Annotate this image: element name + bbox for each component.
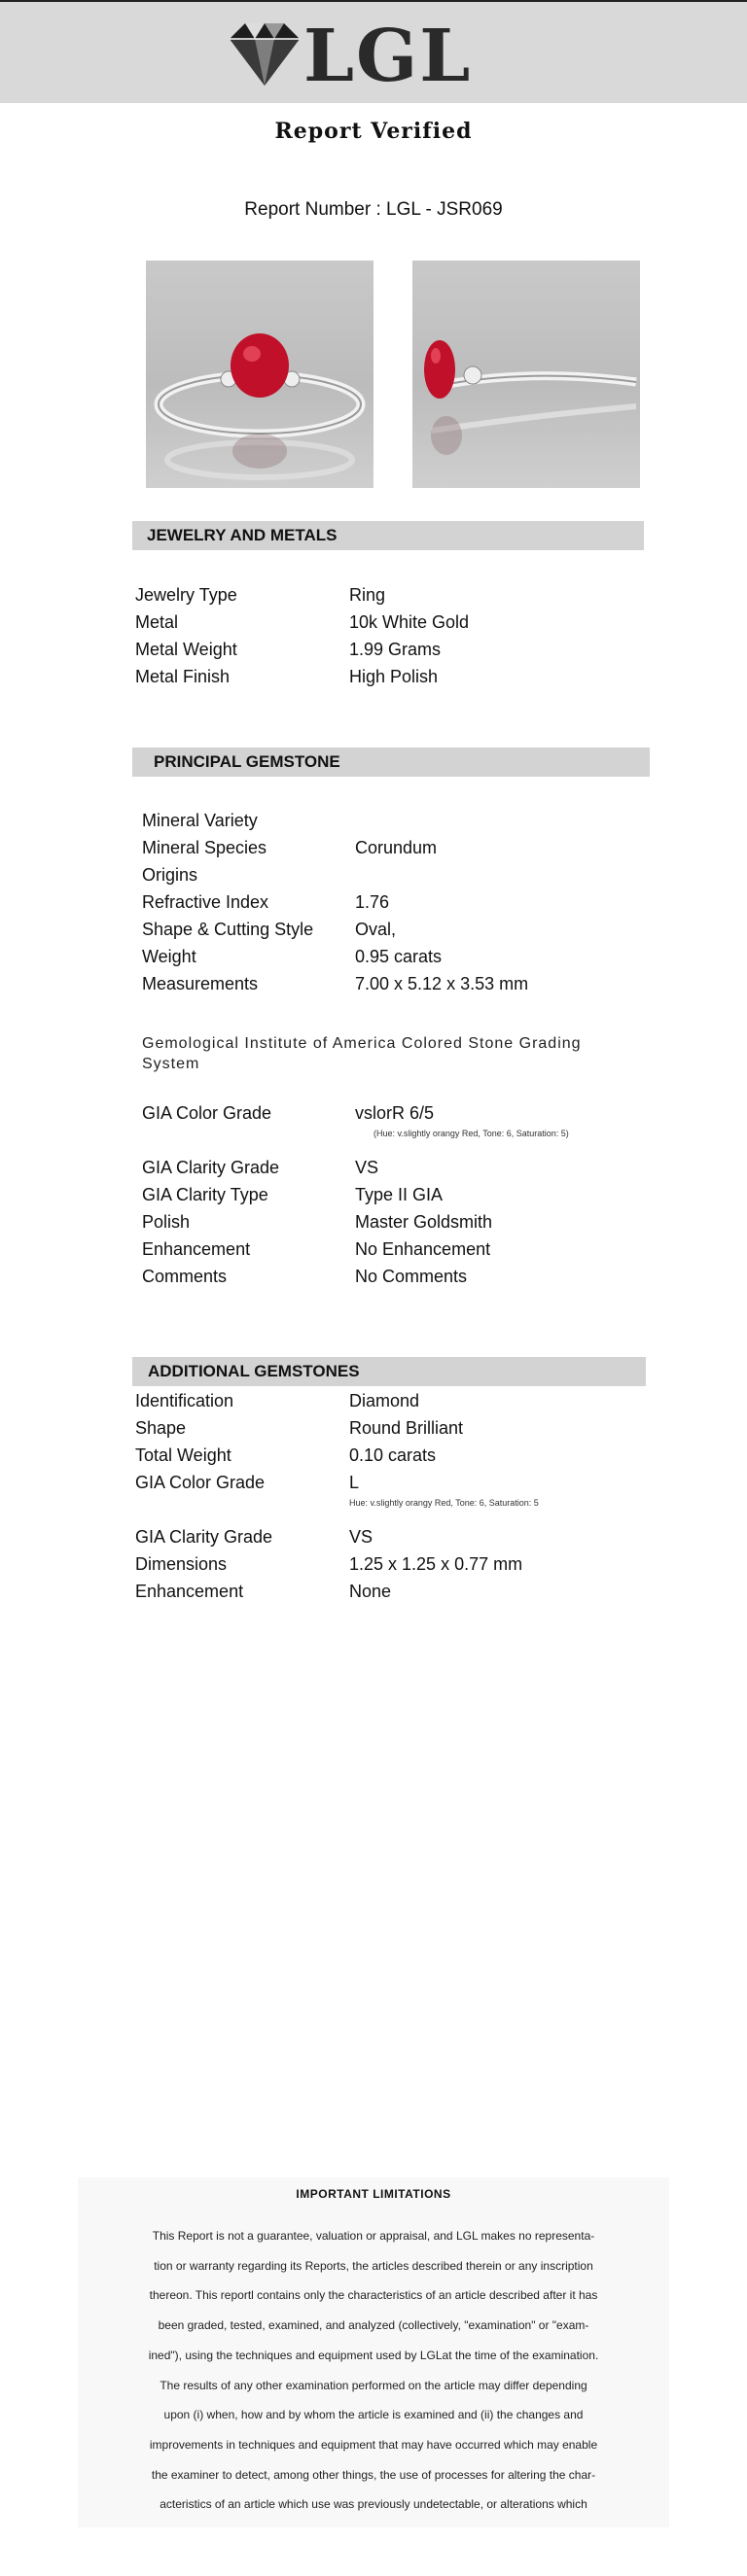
row-label: GIA Clarity Grade <box>142 1158 280 1177</box>
row-label: Mineral Species <box>142 838 267 857</box>
row-label: Enhancement <box>142 1239 251 1259</box>
limitations-line: This Report is not a guarantee, valuation or appraisal, and LGL makes no representa- <box>152 2229 595 2243</box>
gia-grading-heading: Gemological Institute of America Colored Stone Grading System <box>142 1035 582 1072</box>
ring-photo-front <box>146 261 374 488</box>
row-label: Shape & Cutting Style <box>142 920 314 939</box>
row-label: Dimensions <box>135 1554 228 1574</box>
row-value: Oval, <box>355 920 397 939</box>
logo-text: LGL <box>303 15 473 98</box>
row-label: GIA Clarity Grade <box>135 1527 273 1547</box>
row-value: VS <box>349 1527 374 1547</box>
row-label: Origins <box>142 865 198 885</box>
page-title: Report Verified <box>274 119 473 144</box>
limitations-line: the examiner to detect, among other things, the use of processes for altering the char- <box>151 2467 596 2482</box>
row-value: Round Brilliant <box>349 1418 464 1438</box>
section-header-additional-gemstones: ADDITIONAL GEMSTONES <box>132 1357 646 1386</box>
row-label: Identification <box>135 1391 234 1410</box>
row-value: No Comments <box>355 1267 468 1286</box>
row-label: GIA Color Grade <box>135 1473 266 1492</box>
row-value: Type II GIA <box>355 1185 444 1204</box>
limitations-line: improvements in techniques and equipment that may have occurred which may enable <box>149 2437 598 2452</box>
row-value: Ring <box>349 585 386 605</box>
row-value: 7.00 x 5.12 x 3.53 mm <box>355 974 529 993</box>
row-label: Comments <box>142 1267 228 1286</box>
limitations-title: IMPORTANT LIMITATIONS <box>296 2187 451 2201</box>
limitations-line: ined"), using the techniques and equipment used by LGLat the time of the examination. <box>148 2348 599 2362</box>
row-value: vslorR 6/5 <box>355 1103 435 1123</box>
site-header <box>0 2 747 103</box>
row-value: 1.99 Grams <box>349 640 442 659</box>
limitations-line: upon (i) when, how and by whom the article is examined and (ii) the changes and <box>163 2408 584 2422</box>
limitations-line: The results of any other examination performed on the article may differ depending <box>160 2378 587 2392</box>
row-value: High Polish <box>349 667 439 686</box>
row-label: Total Weight <box>135 1445 231 1465</box>
row-label: Mineral Variety <box>142 811 258 830</box>
limitations-line: been graded, tested, examined, and analyzed (collectively, "examination" or "exam- <box>158 2318 589 2333</box>
row-value: 0.10 carats <box>349 1445 437 1465</box>
report-number: Report Number : LGL - JSR069 <box>244 199 503 220</box>
lgl-logo[interactable] <box>226 15 479 98</box>
row-value: No Enhancement <box>355 1239 491 1259</box>
row-value: L <box>349 1473 360 1492</box>
color-grade-note: (Hue: v.slightly orangy Red, Tone: 6, Saturation: 5) <box>374 1129 569 1138</box>
row-label: Weight <box>142 947 196 966</box>
row-label: Polish <box>142 1212 191 1232</box>
row-value: 0.95 carats <box>355 947 443 966</box>
limitations-line: tion or warranty regarding its Reports, the articles described therein or any inscription <box>154 2258 593 2273</box>
limitations-text <box>107 2221 640 2520</box>
row-label: Enhancement <box>135 1582 244 1601</box>
row-label: Measurements <box>142 974 259 993</box>
row-label: Jewelry Type <box>135 585 237 605</box>
limitations-line: thereon. This reportl contains only the characteristics of an article described after it has <box>149 2288 598 2303</box>
limitations-line: acteristics of an article which use was previously undetectable, or alterations which <box>160 2497 587 2512</box>
ring-photo-side <box>412 261 640 488</box>
diamond-color-note: Hue: v.slightly orangy Red, Tone: 6, Saturation: 5 <box>349 1498 539 1508</box>
row-value: VS <box>355 1158 379 1177</box>
row-label: Metal Finish <box>135 667 231 686</box>
row-label: Refractive Index <box>142 892 269 912</box>
section-header-principal-gemstone: PRINCIPAL GEMSTONE <box>132 748 650 777</box>
row-label: Metal Weight <box>135 640 237 659</box>
section-header-jewelry-metals: JEWELRY AND METALS <box>132 521 644 550</box>
row-value: 1.76 <box>355 892 390 912</box>
row-value: Corundum <box>355 838 438 857</box>
row-value: Master Goldsmith <box>355 1212 493 1232</box>
row-label: GIA Color Grade <box>142 1103 272 1123</box>
row-label: GIA Clarity Type <box>142 1185 268 1204</box>
row-value: None <box>349 1582 392 1601</box>
row-label: Shape <box>135 1418 187 1438</box>
row-label: Metal <box>135 612 179 632</box>
important-limitations <box>78 2177 669 2527</box>
row-value: Diamond <box>349 1391 420 1410</box>
diamond-icon <box>226 17 303 95</box>
row-value: 1.25 x 1.25 x 0.77 mm <box>349 1554 523 1574</box>
row-value: 10k White Gold <box>349 612 470 632</box>
